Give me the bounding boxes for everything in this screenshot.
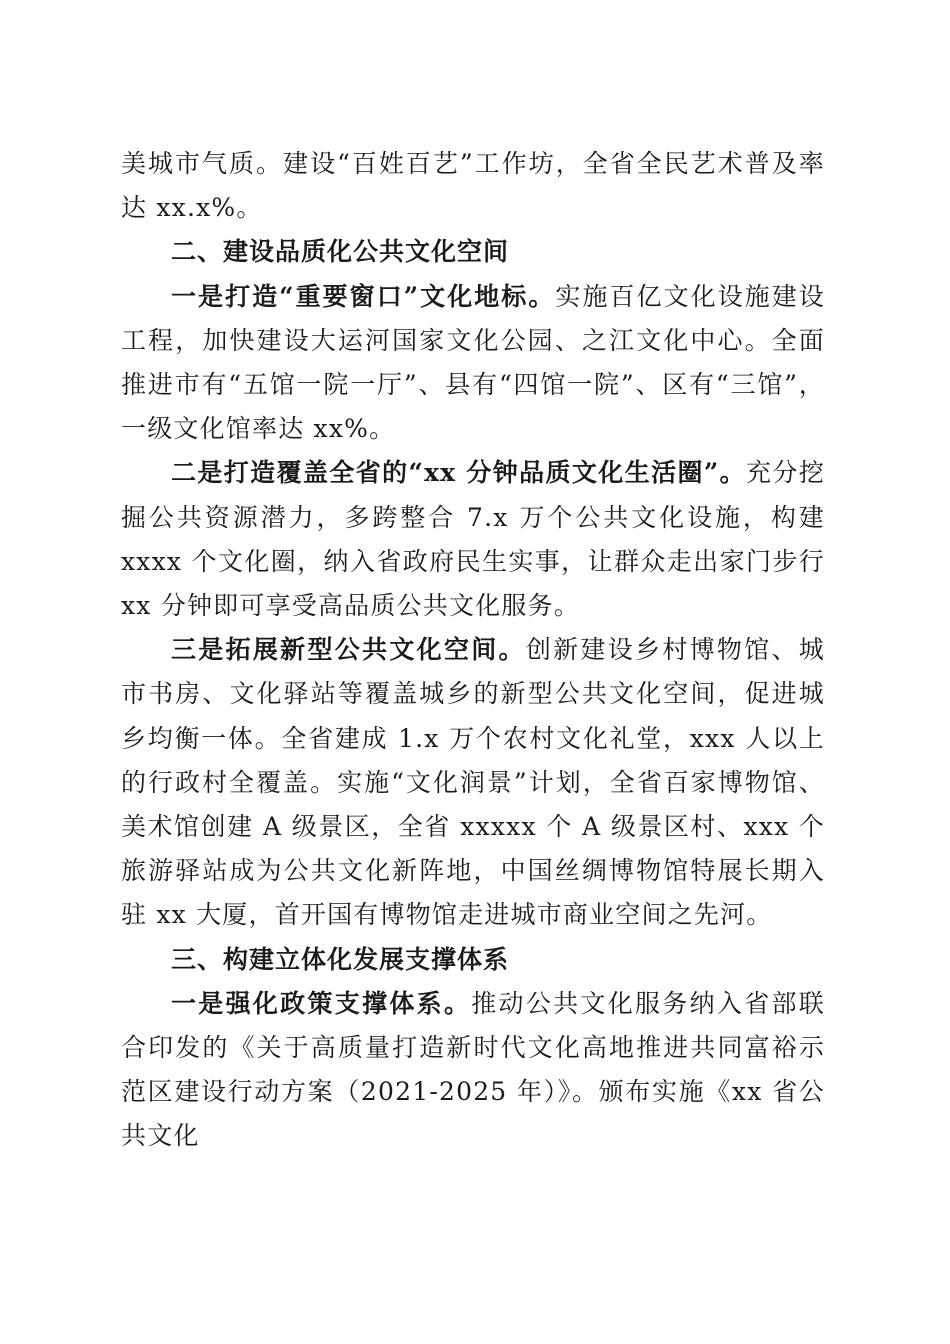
section-heading-3: 三、构建立体化发展支撑体系 (171, 944, 510, 974)
paragraph-body: 实施百亿文化设施建设工程，加快建设大运河国家文化公园、之江文化中心。全面推进市有“五馆一院一厅”、县有“四馆一院”、区有“三馆”，一级文化馆率达 xx%。 (121, 281, 825, 444)
paragraph-continuation: 美城市气质。建设“百姓百艺”工作坊，全省全民艺术普及率达 xx.x%。 (121, 149, 825, 223)
paragraph-body: 推动公共文化服务纳入省部联合印发的《关于高质量打造新时代文化高地推进共同富裕示范区建设行动方案（2021-2025 年）》。颁布实施《xx 省公共文化 (121, 988, 825, 1151)
paragraph-lead: 一是打造“重要窗口”文化地标。 (171, 281, 556, 311)
paragraph-2-3 (121, 628, 825, 937)
paragraph-2-2 (121, 451, 825, 628)
paragraph-lead: 二是打造覆盖全省的“xx 分钟品质文化生活圈”。 (171, 458, 747, 488)
paragraph-lead: 三是拓展新型公共文化空间。 (171, 635, 526, 665)
paragraph-body: 创新建设乡村博物馆、城市书房、文化驿站等覆盖城乡的新型公共文化空间，促进城乡均衡一体。全省建成 1.x 万个农村文化礼堂，xxx 人以上的行政村全覆盖。实施“文化润景”计划，全省百家博物馆、美术馆创建 A 级景区，全省 xxxxx 个 A 级景区村、xxx 个旅游驿站成为公共文化新阵地，中国丝绸博物馆特展长期入驻 xx 大厦，首开国有博物馆走进城市商业空间之先河。 (121, 635, 825, 930)
paragraph-body: 充分挖掘公共资源潜力，多跨整合 7.x 万个公共文化设施，构建 xxxx 个文化圈，纳入省政府民生实事，让群众走出家门步行 xx 分钟即可享受高品质公共文化服务。 (121, 458, 825, 621)
paragraph-3-1 (121, 982, 825, 1159)
document-body (121, 142, 825, 1159)
paragraph-lead: 一是强化政策支撑体系。 (171, 988, 472, 1018)
section-heading-2: 二、建设品质化公共文化空间 (171, 237, 510, 267)
paragraph-2-1 (121, 275, 825, 452)
